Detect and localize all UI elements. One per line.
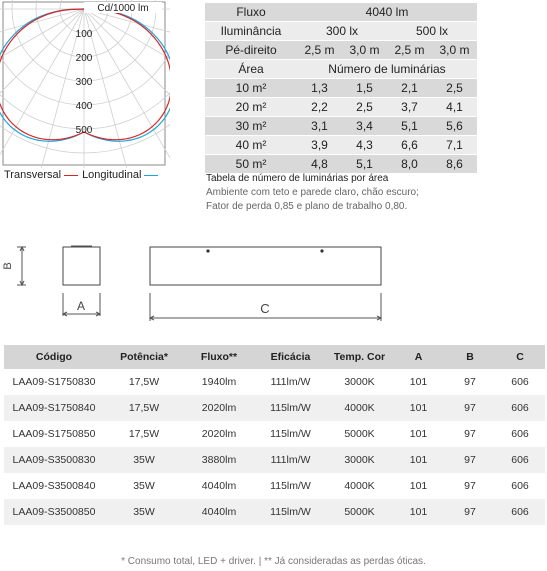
spec-cell: 111lm/W [270,376,311,388]
dim-c-label: C [260,301,270,316]
spec-cell: LAA09-S3500830 [4,447,104,473]
mount-hole [206,249,209,252]
spec-column-header: C [495,345,545,369]
count-cell: 8,6 [432,155,477,174]
spec-column-header: Potência* [104,345,184,369]
area-row [205,98,477,117]
luminaire-count-table [205,3,477,174]
height-value: 2,5 m [297,41,342,60]
count-cell: 6,6 [387,136,432,155]
count-label: Número de luminárias [297,60,477,79]
dim-b-label: B [2,262,14,270]
spec-cell: 101 [392,395,445,421]
count-cell: 3,4 [342,117,387,136]
spec-cell: 1940lm [201,376,237,388]
illuminance-label: Iluminância [205,22,297,41]
spec-row [4,473,545,499]
spec-cell: 606 [495,395,545,421]
count-cell: 2,5 [432,79,477,98]
spec-cell: 17,5W [104,395,184,421]
height-value: 2,5 m [387,41,432,60]
area-cell: 40 m² [205,136,297,155]
legend-transversal-swatch [64,175,78,176]
area-cell: 50 m² [205,155,297,174]
spec-cell: 101 [392,499,445,525]
area-label: Área [205,60,297,79]
area-row [205,79,477,98]
spec-cell: LAA09-S1750830 [12,376,96,388]
spec-cell: 115lm/W [270,428,311,440]
spec-cell: LAA09-S1750850 [12,428,96,440]
spec-cell: 101 [392,447,445,473]
spec-column-header: Código [4,345,104,369]
spec-cell: 4000K [344,480,375,492]
spec-column-header: A [392,345,445,369]
count-cell: 2,5 [342,98,387,117]
spec-cell: LAA09-S1750840 [4,395,104,421]
product-spec-table [4,345,545,525]
spec-cell: 97 [445,395,495,421]
flux-label: Fluxo [205,3,297,22]
spec-row [4,499,545,525]
spec-cell: 111lm/W [254,447,327,473]
count-cell: 3,1 [297,117,342,136]
count-cell: 4,1 [432,98,477,117]
spec-cell: 5000K [327,499,392,525]
count-cell: 3,9 [297,136,342,155]
spec-cell: LAA09-S3500850 [4,499,104,525]
spec-cell: 5000K [344,428,375,440]
illuminance-300: 300 lx [297,22,387,41]
table-caption [206,172,419,214]
area-row [205,117,477,136]
count-cell: 1,5 [342,79,387,98]
dimension-drawing [0,238,547,328]
spec-cell: 97 [464,376,476,388]
spec-row [4,447,545,473]
spec-cell: 101 [409,480,428,492]
spec-cell: 4040lm [201,480,237,492]
count-cell: 2,1 [387,79,432,98]
spec-cell: 4000K [327,395,392,421]
spec-cell: 606 [495,447,545,473]
spec-header-row [4,345,545,369]
spec-cell: 17,5W [128,428,160,440]
spec-column-header: Eficácia [254,345,327,369]
illuminance-row [205,22,477,41]
count-cell: 8,0 [387,155,432,174]
spec-cell: 101 [409,428,428,440]
spec-cell: 35W [104,447,184,473]
polar-ring-label: 300 [75,77,93,88]
height-value: 3,0 m [342,41,387,60]
spec-cell: 606 [511,480,529,492]
spec-cell: 2020lm [201,428,237,440]
count-cell: 1,3 [297,79,342,98]
illuminance-500: 500 lx [387,22,477,41]
spec-cell: 115lm/W [254,395,327,421]
count-cell: 5,1 [342,155,387,174]
caption-line-1: Ambiente com teto e parede claro, chão escuro; [206,187,419,198]
spec-column-header: B [445,345,495,369]
spec-cell: 97 [445,447,495,473]
spec-column-header: Temp. Cor [327,345,392,369]
spec-row [4,369,545,395]
area-row [205,136,477,155]
end-view [63,247,100,285]
legend-longitudinal-swatch [144,175,158,176]
spec-cell: 115lm/W [270,480,311,492]
spec-cell: 606 [511,428,529,440]
spec-cell: 115lm/W [254,499,327,525]
spec-cell: 606 [495,499,545,525]
spec-cell: 35W [104,499,184,525]
area-cell: 10 m² [205,79,297,98]
polar-ring-label: 400 [75,101,93,112]
caption-title: Tabela de número de luminárias por área [206,173,389,184]
spec-row [4,395,545,421]
area-header-row [205,60,477,79]
spec-cell: 101 [409,376,428,388]
count-cell: 7,1 [432,136,477,155]
spec-cell: 17,5W [128,376,160,388]
spec-cell: 97 [464,428,476,440]
caption-line-2: Fator de perda 0,85 e plano de trabalho 0,80. [206,201,408,212]
spec-cell: 2020lm [184,395,254,421]
count-cell: 2,2 [297,98,342,117]
height-label: Pé-direito [205,41,297,60]
spec-cell: 3000K [344,376,375,388]
flux-row [205,3,477,22]
count-cell: 4,3 [342,136,387,155]
side-view [150,247,381,285]
spec-cell: LAA09-S3500840 [12,480,96,492]
spec-cell: 3000K [327,447,392,473]
spec-cell: 606 [511,376,529,388]
polar-unit-label: Cd/1000 lm [97,3,149,14]
spec-cell: 35W [133,480,155,492]
height-value: 3,0 m [432,41,477,60]
polar-diagram [0,0,170,168]
count-cell: 5,6 [432,117,477,136]
polar-legend [4,169,162,181]
area-row [205,155,477,174]
legend-longitudinal-label: Longitudinal [82,169,142,181]
footnote: * Consumo total, LED + driver. | ** Já consideradas as perdas óticas. [121,556,426,567]
area-cell: 20 m² [205,98,297,117]
polar-ring-label: 200 [75,53,93,64]
mount-hole [320,249,323,252]
count-cell: 4,8 [297,155,342,174]
legend-transversal-label: Transversal [4,169,62,181]
spec-column-header: Fluxo** [184,345,254,369]
count-cell: 5,1 [387,117,432,136]
spec-cell: 3880lm [184,447,254,473]
spec-row [4,421,545,447]
area-cell: 30 m² [205,117,297,136]
polar-ring-label: 100 [75,29,93,40]
count-cell: 3,7 [387,98,432,117]
height-row [205,41,477,60]
spec-cell: 97 [445,499,495,525]
spec-cell: 97 [464,480,476,492]
polar-ring-label: 500 [75,125,93,136]
spec-cell: 4040lm [184,499,254,525]
flux-value: 4040 lm [297,3,477,22]
dim-a-label: A [76,299,86,313]
